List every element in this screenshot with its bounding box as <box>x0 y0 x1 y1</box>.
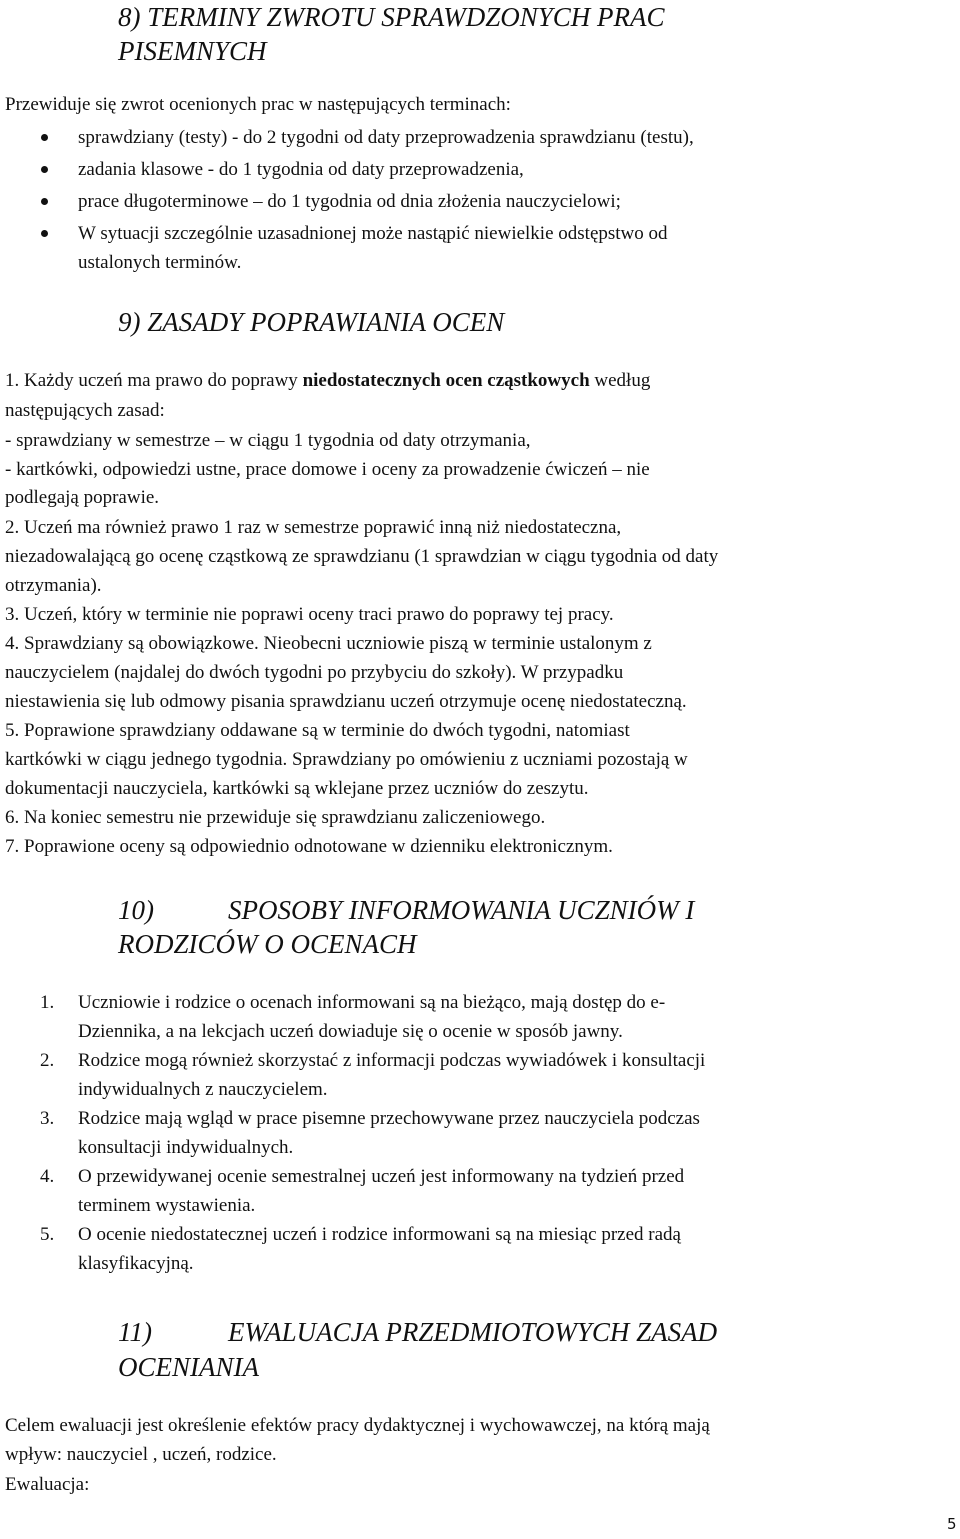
section9-rule-1-tail: według <box>589 370 651 391</box>
section9-line: niezadowalającą go ocenę cząstkową ze sprawdzianu (1 sprawdzian w ciągu tygodnia od daty <box>5 546 719 567</box>
section9-line: - sprawdziany w semestrze – w ciągu 1 tygodnia od daty otrzymania, <box>5 430 531 451</box>
section10-title-num: 10) <box>118 895 154 925</box>
section11-title-text: EWALUACJA PRZEDMIOTOWYCH ZASAD <box>228 1317 718 1347</box>
bullet-icon <box>41 166 48 173</box>
list-number: 2. <box>40 1050 55 1071</box>
section11-title-line2: OCENIANIA <box>118 1352 259 1382</box>
section9-line: kartkówki w ciągu jednego tygodnia. Sprawdziany po omówieniu z uczniami pozostają w <box>5 749 688 770</box>
section8-title-line2: PISEMNYCH <box>118 36 267 66</box>
section9-line: 2. Uczeń ma również prawo 1 raz w semestrze poprawić inną niż niedostateczna, <box>5 517 622 538</box>
section10-item-1-cont: Dziennika, a na lekcjach uczeń dowiaduje się o ocenie w sposób jawny. <box>78 1021 623 1042</box>
section10-title-text: SPOSOBY INFORMOWANIA UCZNIÓW I <box>228 895 695 925</box>
section8-title-line1: 8) TERMINY ZWROTU SPRAWDZONYCH PRAC <box>118 2 665 32</box>
section8-bullet-4: W sytuacji szczególnie uzasadnionej może nastąpić niewielkie odstępstwo od <box>78 223 668 244</box>
list-number: 3. <box>40 1108 55 1129</box>
section10-item-2: Rodzice mogą również skorzystać z informacji podczas wywiadówek i konsultacji <box>78 1050 706 1071</box>
list-number: 4. <box>40 1166 55 1187</box>
section9-line: następujących zasad: <box>5 400 165 421</box>
section11-line: wpływ: nauczyciel , uczeń, rodzice. <box>5 1444 277 1465</box>
section10-title-line2: RODZICÓW O OCENACH <box>118 929 417 959</box>
section9-line: podlegają poprawie. <box>5 487 160 508</box>
section10-item-2-cont: indywidualnych z nauczycielem. <box>78 1079 328 1100</box>
section10-item-3-cont: konsultacji indywidualnych. <box>78 1137 294 1158</box>
section11-line: Celem ewaluacji jest określenie efektów pracy dydaktycznej i wychowawczej, na którą mają <box>5 1415 710 1436</box>
bullet-icon <box>41 198 48 205</box>
section9-line: - kartkówki, odpowiedzi ustne, prace domowe i oceny za prowadzenie ćwiczeń – nie <box>5 459 650 480</box>
section8-bullet-1: sprawdziany (testy) - do 2 tygodni od daty przeprowadzenia sprawdzianu (testu), <box>78 127 694 148</box>
section9-line: dokumentacji nauczyciela, kartkówki są wklejane przez uczniów do zeszytu. <box>5 778 589 799</box>
list-number: 1. <box>40 992 55 1013</box>
list-number: 5. <box>40 1224 55 1245</box>
section10-item-5-cont: klasyfikacyjną. <box>78 1253 194 1274</box>
section10-item-4-cont: terminem wystawienia. <box>78 1195 256 1216</box>
section8-bullet-3: prace długoterminowe – do 1 tygodnia od dnia złożenia nauczycielowi; <box>78 191 621 212</box>
section9-rule-1-bold: niedostatecznych ocen cząstkowych <box>302 370 590 391</box>
page-number: 5 <box>947 1515 957 1533</box>
section8-bullet-2: zadania klasowe - do 1 tygodnia od daty przeprowadzenia, <box>78 159 524 180</box>
bullet-icon <box>41 134 48 141</box>
section9-line: 5. Poprawione sprawdziany oddawane są w terminie do dwóch tygodni, natomiast <box>5 720 630 741</box>
section8-bullet-4-cont: ustalonych terminów. <box>78 252 242 273</box>
bullet-icon <box>41 230 48 237</box>
section9-line: otrzymania). <box>5 575 102 596</box>
section10-item-1: Uczniowie i rodzice o ocenach informowani są na bieżąco, mają dostęp do e- <box>78 992 666 1013</box>
section9-title: 9) ZASADY POPRAWIANIA OCEN <box>118 307 505 337</box>
section9-line: 7. Poprawione oceny są odpowiednio odnotowane w dzienniku elektronicznym. <box>5 836 613 857</box>
section9-line: 6. Na koniec semestru nie przewiduje się sprawdzianu zaliczeniowego. <box>5 807 546 828</box>
section9-line: 4. Sprawdziany są obowiązkowe. Nieobecni uczniowie piszą w terminie ustalonym z <box>5 633 652 654</box>
section11-line: Ewaluacja: <box>5 1474 90 1495</box>
section9-line: nauczycielem (najdalej do dwóch tygodni po przybyciu do szkoły). W przypadku <box>5 662 624 683</box>
section9-line: niestawienia się lub odmowy pisania sprawdzianu uczeń otrzymuje ocenę niedostateczną. <box>5 691 687 712</box>
section8-intro: Przewiduje się zwrot ocenionych prac w następujących terminach: <box>5 94 511 115</box>
section9-rule-1-text: 1. Każdy uczeń ma prawo do poprawy <box>5 370 303 391</box>
section10-item-3: Rodzice mają wgląd w prace pisemne przechowywane przez nauczyciela podczas <box>78 1108 700 1129</box>
section9-rule-1 <box>5 366 650 395</box>
section10-item-5: O ocenie niedostatecznej uczeń i rodzice informowani są na miesiąc przed radą <box>78 1224 681 1245</box>
section11-title-num: 11) <box>118 1317 152 1347</box>
section10-item-4: O przewidywanej ocenie semestralnej uczeń jest informowany na tydzień przed <box>78 1166 685 1187</box>
section9-line: 3. Uczeń, który w terminie nie poprawi oceny traci prawo do poprawy tej pracy. <box>5 604 614 625</box>
